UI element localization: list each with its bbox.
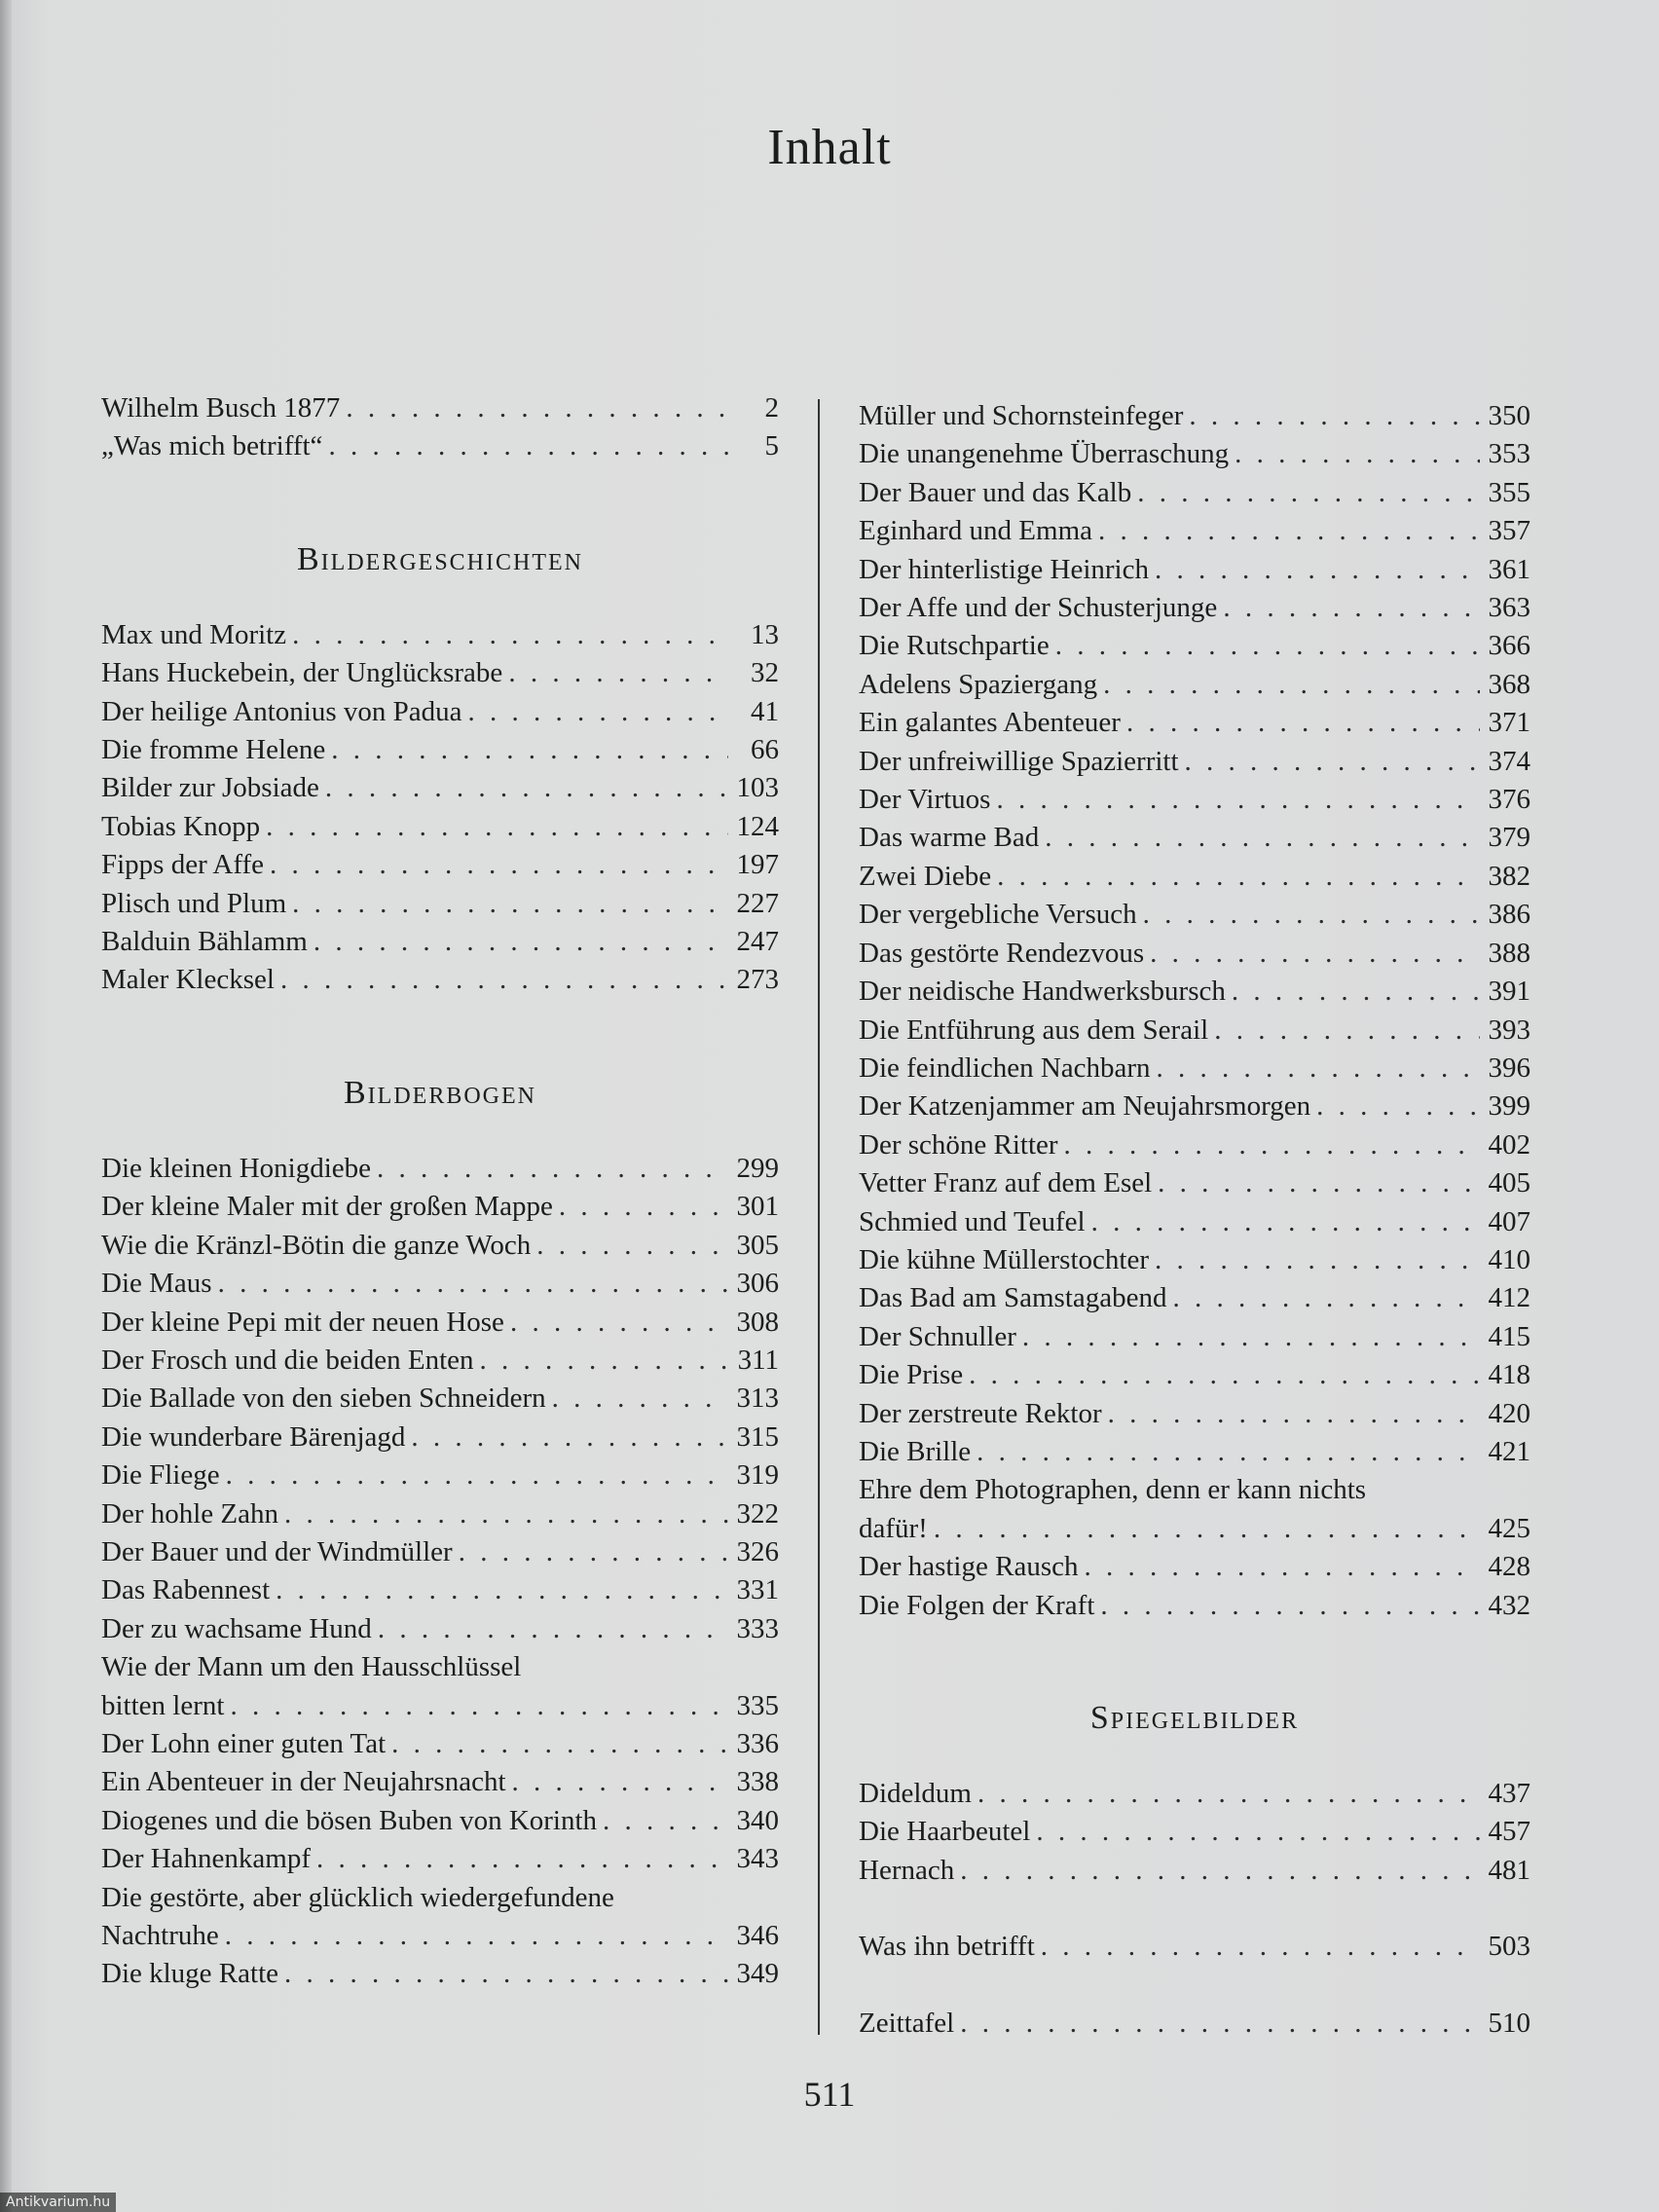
toc-entry <box>859 973 1530 1011</box>
toc-entry-title: Das Rabennest <box>101 1574 271 1606</box>
toc-entry-title: Der neidische Handwerksbursch <box>859 976 1226 1008</box>
dot-leader <box>1102 1395 1480 1433</box>
dot-leader <box>1121 704 1480 742</box>
toc-entry-page: 357 <box>1488 515 1530 547</box>
dot-leader <box>954 1852 1480 1890</box>
toc-entry-page: 379 <box>1488 822 1530 854</box>
bilderbogen-list-right <box>859 397 1530 1471</box>
toc-entry-page: 273 <box>736 964 779 996</box>
dot-leader <box>502 654 728 692</box>
toc-entry <box>859 1813 1530 1851</box>
toc-entry <box>101 654 779 692</box>
toc-entry <box>101 1380 779 1418</box>
toc-entry-title: Der Bauer und der Windmüller <box>101 1535 453 1567</box>
toc-entry <box>101 1227 779 1265</box>
toc-entry-zeittafel <box>859 2005 1530 2043</box>
toc-entry <box>859 1548 1530 1586</box>
dot-leader <box>1149 551 1480 589</box>
toc-entry-continued-title: Wie der Mann um den Hausschlüssel <box>101 1651 522 1683</box>
toc-entry <box>101 769 779 807</box>
dot-leader <box>453 1533 728 1571</box>
toc-entry <box>859 1510 1530 1548</box>
dot-leader <box>311 1840 728 1878</box>
toc-entry <box>859 704 1530 742</box>
dot-leader <box>1079 1548 1481 1586</box>
dot-leader <box>1152 1164 1480 1202</box>
toc-entry-title: Der unfreiwillige Spazierritt <box>859 745 1179 777</box>
toc-entry-title: Hans Huckebein, der Unglücksrabe <box>101 657 503 689</box>
toc-entry-page: 425 <box>1488 1512 1530 1544</box>
toc-entry-title: Die unangenehme Überraschung <box>859 438 1230 470</box>
bildergeschichten-list <box>101 616 779 1000</box>
toc-entry <box>101 1725 779 1763</box>
toc-entry-title: Der hinterlistige Heinrich <box>859 553 1149 585</box>
toc-entry-continued-title: Ehre dem Photographen, denn er kann nichts <box>859 1474 1367 1506</box>
toc-entry <box>101 923 779 961</box>
toc-entry <box>859 935 1530 973</box>
dot-leader <box>1094 1587 1480 1625</box>
dot-leader <box>224 1687 728 1725</box>
toc-entry-page: 353 <box>1488 438 1530 470</box>
toc-entry <box>859 551 1530 589</box>
dot-leader <box>506 1763 728 1801</box>
toc-entry-page: 418 <box>1488 1359 1530 1391</box>
dot-leader <box>322 427 728 465</box>
toc-entry-page: 391 <box>1488 976 1530 1008</box>
toc-entry-continued-title: Die gestörte, aber glücklich wiedergefundene <box>101 1881 614 1913</box>
toc-entry-page: 349 <box>736 1958 779 1990</box>
dot-leader <box>1097 666 1480 704</box>
toc-entry <box>101 1610 779 1648</box>
toc-entry-title: Die Folgen der Kraft <box>859 1589 1095 1621</box>
dot-leader <box>954 2005 1480 2043</box>
toc-entry-page: 301 <box>736 1191 779 1223</box>
toc-entry <box>859 1203 1530 1241</box>
toc-entry-page: 311 <box>737 1344 779 1376</box>
bilderbogen-list-right-end <box>859 1548 1530 1625</box>
bilderbogen-list <box>101 1150 779 1648</box>
toc-entry-page: 481 <box>1488 1854 1530 1886</box>
toc-entry <box>101 1342 779 1380</box>
toc-entry <box>101 1840 779 1878</box>
toc-entry-title: Ein Abenteuer in der Neujahrsnacht <box>101 1766 506 1798</box>
watermark: Antikvarium.hu <box>0 2193 116 2212</box>
toc-entry-page: 308 <box>736 1306 779 1338</box>
toc-entry-page: 2 <box>764 392 779 424</box>
toc-entry-page: 197 <box>736 849 779 881</box>
dot-leader <box>1149 1241 1480 1279</box>
intro-list <box>101 389 779 466</box>
toc-entry-title: Schmied und Teufel <box>859 1205 1086 1237</box>
toc-entry-title: Der Schnuller <box>859 1320 1016 1352</box>
dot-leader <box>405 1419 728 1456</box>
dot-leader <box>260 808 728 846</box>
toc-entry-page: 338 <box>736 1766 779 1798</box>
toc-entry-title: Der zu wachsame Hund <box>101 1612 372 1644</box>
toc-entry-page: 415 <box>1488 1320 1530 1352</box>
dot-leader <box>928 1510 1480 1548</box>
dot-leader <box>275 961 728 999</box>
toc-entry-title: Die kühne Müllerstochter <box>859 1243 1149 1275</box>
toc-entry <box>101 1304 779 1342</box>
toc-entry-title: Der heilige Antonius von Padua <box>101 695 462 727</box>
toc-entry-title: dafür! <box>859 1512 928 1544</box>
toc-entry-title: Das warme Bad <box>859 822 1040 854</box>
toc-entry-page: 432 <box>1488 1589 1530 1621</box>
toc-entry-page: 361 <box>1488 553 1530 585</box>
dot-leader <box>504 1304 728 1342</box>
dot-leader <box>270 1571 728 1609</box>
toc-entry-page: 410 <box>1488 1243 1530 1275</box>
toc-entry <box>859 1126 1530 1164</box>
toc-entry-title: Fipps der Affe <box>101 849 265 881</box>
toc-entry <box>101 731 779 769</box>
dot-leader <box>474 1342 728 1380</box>
toc-entry-page: 366 <box>1488 630 1530 662</box>
toc-entry <box>101 1495 779 1533</box>
toc-entry <box>101 1456 779 1494</box>
toc-entry-page: 412 <box>1488 1282 1530 1314</box>
toc-entry <box>101 1917 779 1955</box>
dot-leader <box>212 1265 728 1303</box>
toc-entry <box>859 1356 1530 1394</box>
dot-leader <box>278 1955 728 1993</box>
dot-leader <box>1039 819 1480 857</box>
toc-entry-page: 428 <box>1488 1551 1530 1583</box>
dot-leader <box>220 1456 728 1494</box>
toc-entry-page: 326 <box>736 1535 779 1567</box>
dot-leader <box>531 1227 728 1265</box>
toc-entry-page: 13 <box>751 618 779 650</box>
toc-entry-page: 363 <box>1488 592 1530 624</box>
dot-leader <box>972 1775 1480 1813</box>
toc-entry-title: Der Hahnenkampf <box>101 1843 311 1875</box>
toc-entry <box>859 589 1530 627</box>
dot-leader <box>546 1380 728 1418</box>
toc-entry-page: 66 <box>751 734 779 766</box>
toc-entry-title: Die feindlichen Nachbarn <box>859 1051 1151 1084</box>
toc-entry-title: Der Bauer und das Kalb <box>859 476 1132 508</box>
toc-entry <box>859 1050 1530 1088</box>
toc-entry <box>859 896 1530 934</box>
toc-entry-title: Der zerstreute Rektor <box>859 1397 1102 1429</box>
toc-entry-page: 333 <box>736 1612 779 1644</box>
dot-leader <box>1208 1012 1480 1050</box>
dot-leader <box>1137 896 1480 934</box>
toc-entry <box>101 885 779 923</box>
dot-leader <box>371 1150 728 1188</box>
toc-entry <box>859 1241 1530 1279</box>
toc-entry-title: Die kleinen Honigdiebe <box>101 1152 372 1184</box>
toc-entry-title: Die Prise <box>859 1359 964 1391</box>
toc-entry-page: 305 <box>736 1229 779 1261</box>
toc-entry <box>859 1775 1530 1813</box>
toc-entry-page: 405 <box>1488 1167 1530 1199</box>
toc-entry-page: 407 <box>1488 1205 1530 1237</box>
toc-entry-page: 503 <box>1488 1931 1530 1963</box>
toc-entry-title: „Was mich betrifft“ <box>101 430 323 462</box>
toc-entry <box>859 819 1530 857</box>
dot-leader <box>1183 397 1480 435</box>
toc-entry <box>101 1955 779 1993</box>
toc-entry <box>859 1318 1530 1356</box>
toc-entry-page: 374 <box>1488 745 1530 777</box>
dot-leader <box>219 1917 728 1955</box>
toc-entry-title: Der Frosch und die beiden Enten <box>101 1344 474 1376</box>
toc-entry-title: Zwei Diebe <box>859 860 992 892</box>
toc-entry-title: Der schöne Ritter <box>859 1128 1058 1161</box>
toc-entry-page: 299 <box>736 1152 779 1184</box>
toc-entry <box>101 1763 779 1801</box>
toc-entry-page: 346 <box>736 1920 779 1951</box>
toc-entry-title: Hernach <box>859 1854 955 1886</box>
toc-entry-title: Der vergebliche Versuch <box>859 899 1137 931</box>
dot-leader <box>319 769 728 807</box>
page-title: Inhalt <box>767 120 892 175</box>
section-heading-bilderbogen: Bilderbogen <box>344 1074 536 1111</box>
toc-entry-title: Maler Klecksel <box>101 964 275 996</box>
section-heading-spiegelbilder: Spiegelbilder <box>1089 1700 1300 1736</box>
toc-entry-title: Die Entführung aus dem Serail <box>859 1014 1209 1046</box>
dot-leader <box>1167 1279 1480 1317</box>
dot-leader <box>286 885 728 923</box>
toc-entry-page: 41 <box>751 695 779 727</box>
toc-entry-title: Der Affe und der Schusterjunge <box>859 592 1218 624</box>
section-heading-bildergeschichten: Bildergeschichten <box>297 540 583 577</box>
dot-leader <box>1092 512 1480 550</box>
toc-entry-title: Der Virtuos <box>859 784 991 816</box>
toc-entry-page: 5 <box>764 430 779 462</box>
toc-entry-title: Eginhard und Emma <box>859 515 1093 547</box>
toc-entry-title: Die Fliege <box>101 1459 220 1492</box>
toc-entry <box>859 1088 1530 1125</box>
toc-entry-title: Die Brille <box>859 1435 972 1467</box>
toc-entry <box>101 1419 779 1456</box>
toc-entry-title: Vetter Franz auf dem Esel <box>859 1167 1153 1199</box>
toc-entry-title: bitten lernt <box>101 1689 225 1721</box>
toc-entry-page: 393 <box>1488 1014 1530 1046</box>
toc-entry <box>859 627 1530 665</box>
toc-entry-title: Der kleine Maler mit der großen Mappe <box>101 1191 553 1223</box>
toc-entry-title: Die fromme Helene <box>101 734 326 766</box>
toc-entry <box>859 781 1530 819</box>
dot-leader <box>1226 973 1480 1011</box>
toc-entry-title: Was ihn betrifft <box>859 1931 1035 1963</box>
dot-leader <box>340 389 728 427</box>
toc-entry-page: 247 <box>736 926 779 958</box>
toc-entry <box>101 1533 779 1571</box>
toc-entry <box>101 808 779 846</box>
dot-leader <box>372 1610 728 1648</box>
dot-leader <box>991 858 1480 896</box>
toc-entry-page: 313 <box>736 1382 779 1415</box>
toc-entry-page: 340 <box>736 1804 779 1836</box>
toc-entry-title: Die kluge Ratte <box>101 1958 279 1990</box>
toc-entry-page: 227 <box>736 887 779 919</box>
column-divider <box>818 399 820 2035</box>
toc-entry-page: 355 <box>1488 476 1530 508</box>
toc-entry-page: 319 <box>736 1459 779 1492</box>
dot-leader <box>971 1433 1480 1471</box>
toc-entry <box>859 1279 1530 1317</box>
toc-entry-was-ihn-betrifft <box>859 1928 1530 1966</box>
toc-entry <box>101 616 779 654</box>
toc-left-column <box>101 389 779 1994</box>
spiegelbilder-list <box>859 1775 1530 1890</box>
toc-entry-title: Balduin Bählamm <box>101 926 308 958</box>
page-number: 511 <box>803 2075 856 2114</box>
toc-entry-page: 103 <box>736 772 779 804</box>
toc-entry-page: 371 <box>1488 707 1530 739</box>
toc-entry-page: 399 <box>1488 1090 1530 1123</box>
toc-entry-page: 382 <box>1488 860 1530 892</box>
toc-entry-page: 343 <box>736 1843 779 1875</box>
toc-entry-title: Der Lohn einer guten Tat <box>101 1727 387 1759</box>
dot-leader <box>462 693 728 731</box>
toc-entry <box>859 397 1530 435</box>
toc-entry-page: 457 <box>1488 1816 1530 1848</box>
dot-leader <box>1035 1928 1480 1966</box>
toc-entry-page: 421 <box>1488 1435 1530 1467</box>
toc-entry-page: 396 <box>1488 1051 1530 1084</box>
toc-entry-title: Zeittafel <box>859 2007 955 2039</box>
toc-entry-page: 315 <box>736 1420 779 1453</box>
book-spine <box>0 0 12 2212</box>
dot-leader <box>1058 1126 1480 1164</box>
toc-entry-title: Max und Moritz <box>101 618 287 650</box>
toc-entry-title: Das gestörte Rendezvous <box>859 937 1145 969</box>
toc-entry-title: Die Maus <box>101 1268 212 1300</box>
dot-leader <box>386 1725 728 1763</box>
toc-entry-page: 376 <box>1488 784 1530 816</box>
toc-entry-title: Die wunderbare Bärenjagd <box>101 1420 406 1453</box>
toc-entry-page: 388 <box>1488 937 1530 969</box>
toc-entry <box>101 1265 779 1303</box>
toc-entry <box>101 1802 779 1840</box>
toc-entry-page: 335 <box>736 1689 779 1721</box>
toc-entry <box>859 512 1530 550</box>
toc-entry <box>101 389 779 427</box>
toc-entry-title: Plisch und Plum <box>101 887 287 919</box>
dot-leader <box>597 1802 728 1840</box>
toc-entry-title: Wie die Kränzl-Bötin die ganze Woch <box>101 1229 532 1261</box>
dot-leader <box>1086 1203 1480 1241</box>
toc-entry-page: 437 <box>1488 1778 1530 1809</box>
toc-entry-title: Der kleine Pepi mit der neuen Hose <box>101 1306 504 1338</box>
toc-entry-page: 350 <box>1488 400 1530 431</box>
dot-leader <box>286 616 728 654</box>
dot-leader <box>308 923 728 961</box>
toc-entry <box>101 1150 779 1188</box>
dot-leader <box>553 1188 728 1226</box>
toc-entry-title: Tobias Knopp <box>101 810 261 842</box>
toc-entry <box>101 693 779 731</box>
toc-entry-page: 420 <box>1488 1397 1530 1429</box>
toc-entry-page: 32 <box>751 657 779 689</box>
toc-entry-title: Ein galantes Abenteuer <box>859 707 1121 739</box>
toc-entry-title: Die Rutschpartie <box>859 630 1050 662</box>
toc-entry-title: Die Haarbeutel <box>859 1816 1031 1848</box>
toc-entry <box>859 858 1530 896</box>
toc-entry-title: Der hastige Rausch <box>859 1551 1079 1583</box>
toc-entry-title: Müller und Schornsteinfeger <box>859 400 1184 431</box>
dot-leader <box>1144 935 1480 973</box>
dot-leader <box>264 846 728 884</box>
toc-entry <box>859 1012 1530 1050</box>
toc-entry <box>859 474 1530 512</box>
toc-entry <box>101 846 779 884</box>
toc-entry-page: 368 <box>1488 668 1530 700</box>
toc-entry <box>859 435 1530 473</box>
toc-entry <box>859 1164 1530 1202</box>
dot-leader <box>1229 435 1480 473</box>
toc-entry <box>101 427 779 465</box>
toc-entry-title: Bilder zur Jobsiade <box>101 772 319 804</box>
dot-leader <box>1179 743 1480 781</box>
toc-entry-title: Das Bad am Samstagabend <box>859 1282 1167 1314</box>
toc-entry <box>859 1587 1530 1625</box>
dot-leader <box>990 781 1480 819</box>
toc-entry-title: Adelens Spaziergang <box>859 668 1098 700</box>
dot-leader <box>278 1495 728 1533</box>
toc-entry-page: 306 <box>736 1268 779 1300</box>
toc-entry <box>859 743 1530 781</box>
toc-entry-page: 336 <box>736 1727 779 1759</box>
toc-entry <box>101 1571 779 1609</box>
toc-entry-title: Dideldum <box>859 1778 972 1809</box>
dot-leader <box>1050 627 1480 665</box>
toc-entry-title: Der Katzenjammer am Neujahrsmorgen <box>859 1090 1311 1123</box>
toc-entry-page: 510 <box>1488 2007 1530 2039</box>
toc-right-column <box>859 397 1530 2043</box>
toc-entry-page: 322 <box>736 1497 779 1530</box>
dot-leader <box>1151 1050 1480 1088</box>
toc-entry-title: Diogenes und die bösen Buben von Korinth <box>101 1804 598 1836</box>
toc-entry-title: Nachtruhe <box>101 1920 219 1951</box>
toc-entry <box>101 1687 779 1725</box>
dot-leader <box>1217 589 1480 627</box>
toc-entry <box>859 1433 1530 1471</box>
toc-entry-title: Der hohle Zahn <box>101 1497 278 1530</box>
dot-leader <box>1131 474 1480 512</box>
toc-entry <box>101 961 779 999</box>
toc-entry <box>859 1852 1530 1890</box>
dot-leader <box>1030 1813 1480 1851</box>
toc-entry-page: 331 <box>736 1574 779 1606</box>
toc-entry-page: 386 <box>1488 899 1530 931</box>
dot-leader <box>963 1356 1480 1394</box>
toc-entry <box>859 666 1530 704</box>
toc-entry-title: Wilhelm Busch 1877 <box>101 392 341 424</box>
toc-entry-title: Die Ballade von den sieben Schneidern <box>101 1382 546 1415</box>
toc-entry-page: 124 <box>736 810 779 842</box>
dot-leader <box>325 731 728 769</box>
dot-leader <box>1310 1088 1480 1125</box>
dot-leader <box>1016 1318 1480 1356</box>
toc-entry-page: 402 <box>1488 1128 1530 1161</box>
toc-entry <box>101 1188 779 1226</box>
bilderbogen-list-continued <box>101 1725 779 1879</box>
toc-entry <box>859 1395 1530 1433</box>
